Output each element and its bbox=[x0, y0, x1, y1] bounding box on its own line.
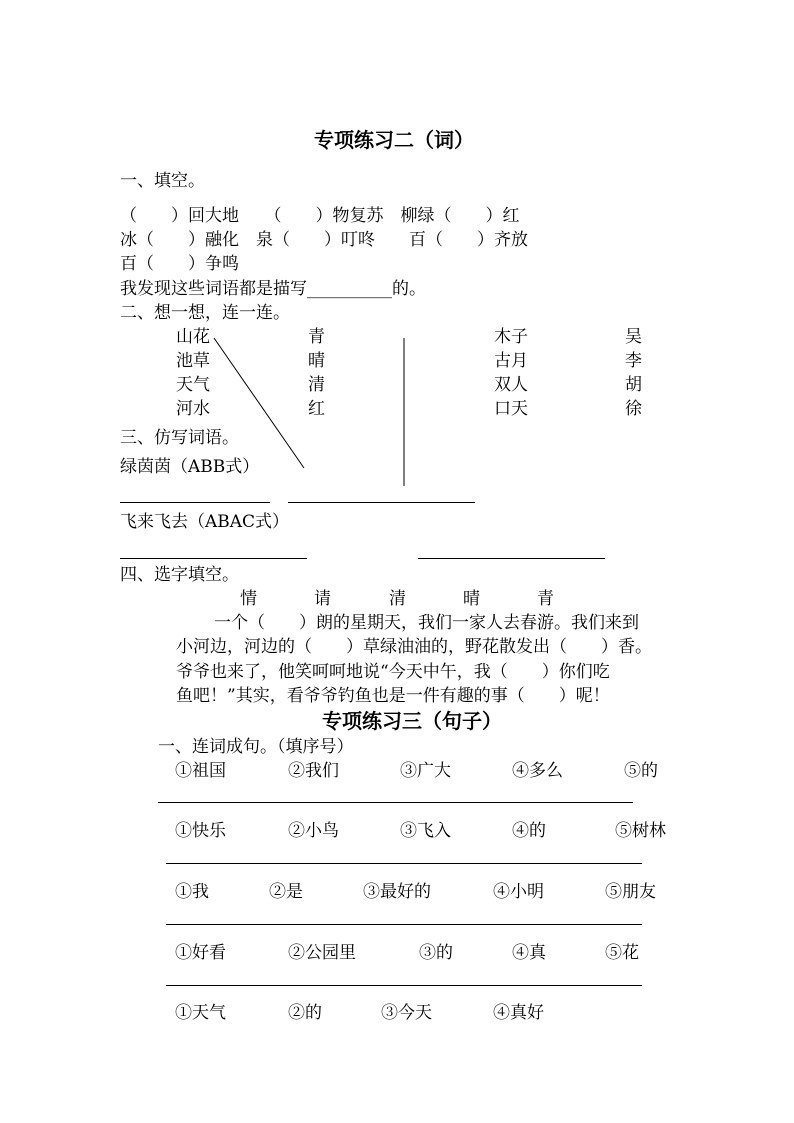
answer-line bbox=[120, 558, 307, 559]
section-word-order-heading: 一、连词成句。（填序号） bbox=[158, 737, 354, 757]
word-option: ①天气 bbox=[175, 1003, 226, 1023]
word-option: ②小鸟 bbox=[288, 821, 339, 841]
word-option: ①快乐 bbox=[175, 821, 226, 841]
imitate-item-abac: 飞来飞去（ABAC式） bbox=[120, 512, 290, 532]
section-imitate-heading: 三、仿写词语。 bbox=[120, 428, 239, 448]
word-option: ⑤朋友 bbox=[605, 882, 656, 902]
word-option: ④的 bbox=[512, 821, 546, 841]
word-option: ④真好 bbox=[493, 1003, 544, 1023]
answer-line bbox=[288, 502, 475, 503]
word-option: ①好看 bbox=[175, 943, 226, 963]
word-option: ②公园里 bbox=[288, 943, 356, 963]
word-option: ④多么 bbox=[512, 761, 563, 781]
choice-char: 晴 bbox=[463, 589, 480, 609]
word-option: ③广大 bbox=[400, 761, 451, 781]
section-title-sentences: 专项练习三（句子） bbox=[322, 709, 502, 733]
choice-char: 青 bbox=[537, 589, 554, 609]
word-option: ①祖国 bbox=[175, 761, 226, 781]
match-left-word: 山花 bbox=[176, 327, 210, 347]
passage-line: 一个（ ）朗的星期天，我们一家人去春游。我们来到 bbox=[214, 613, 639, 633]
word-option: ③今天 bbox=[381, 1003, 432, 1023]
match-right-target: 李 bbox=[625, 351, 642, 371]
fill-blank-line: 百（ ）争鸣 bbox=[120, 254, 239, 274]
word-option: ④真 bbox=[512, 943, 546, 963]
match-right-target: 吴 bbox=[625, 327, 642, 347]
word-option: ②是 bbox=[269, 882, 303, 902]
answer-line bbox=[418, 558, 605, 559]
answer-line bbox=[120, 502, 270, 503]
match-left-word: 天气 bbox=[176, 375, 210, 395]
word-option: ④小明 bbox=[493, 882, 544, 902]
choice-char: 情 bbox=[240, 589, 257, 609]
fill-blank-line: （ ）回大地 （ ）物复苏 柳绿（ ）红 bbox=[120, 206, 520, 226]
word-option: ③最好的 bbox=[363, 882, 431, 902]
section-matching-heading: 二、想一想，连一连。 bbox=[120, 303, 290, 323]
match-right-target: 胡 bbox=[625, 375, 642, 395]
word-option: ②的 bbox=[288, 1003, 322, 1023]
passage-line: 小河边，河边的（ ）草绿油油的，野花散发出（ ）香。 bbox=[176, 637, 652, 657]
match-left-word: 池草 bbox=[176, 351, 210, 371]
match-left-target: 晴 bbox=[308, 351, 325, 371]
match-right-word: 双人 bbox=[494, 375, 528, 395]
answer-line bbox=[166, 924, 642, 925]
word-option: ②我们 bbox=[288, 761, 339, 781]
word-option: ③飞入 bbox=[400, 821, 451, 841]
match-left-target: 红 bbox=[308, 399, 325, 419]
match-right-word: 古月 bbox=[494, 351, 528, 371]
match-right-target: 徐 bbox=[625, 399, 642, 419]
answer-line bbox=[166, 985, 642, 986]
match-left-target: 青 bbox=[308, 327, 325, 347]
word-option: ⑤的 bbox=[624, 761, 658, 781]
match-right-word: 木子 bbox=[494, 327, 528, 347]
answer-line bbox=[166, 863, 642, 864]
passage-line: 爷爷也来了，他笑呵呵地说“今天中午，我（ ）你们吃 bbox=[176, 662, 610, 682]
fill-blank-line: 冰（ ）融化 泉（ ）叮咚 百（ ）齐放 bbox=[120, 230, 528, 250]
fill-blank-line: 我发现这些词语都是描写__________的。 bbox=[120, 279, 426, 299]
choice-char: 清 bbox=[389, 589, 406, 609]
page-title: 专项练习二（词） bbox=[314, 128, 474, 152]
word-option: ⑤花 bbox=[605, 943, 639, 963]
match-left-word: 河水 bbox=[176, 399, 210, 419]
word-option: ⑤树林 bbox=[615, 821, 666, 841]
section-fill-blank-heading: 一、填空。 bbox=[120, 171, 205, 191]
choice-char: 请 bbox=[314, 589, 331, 609]
match-left-target: 清 bbox=[308, 375, 325, 395]
passage-line: 鱼吧！”其实，看爷爷钓鱼也是一件有趣的事（ ）呢！ bbox=[176, 686, 610, 706]
section-choose-char-heading: 四、选字填空。 bbox=[120, 565, 239, 585]
imitate-item-abb: 绿茵茵（ABB式） bbox=[120, 457, 260, 477]
match-right-word: 口天 bbox=[494, 399, 528, 419]
word-option: ①我 bbox=[175, 882, 209, 902]
word-option: ③的 bbox=[419, 943, 453, 963]
answer-line bbox=[158, 802, 633, 803]
